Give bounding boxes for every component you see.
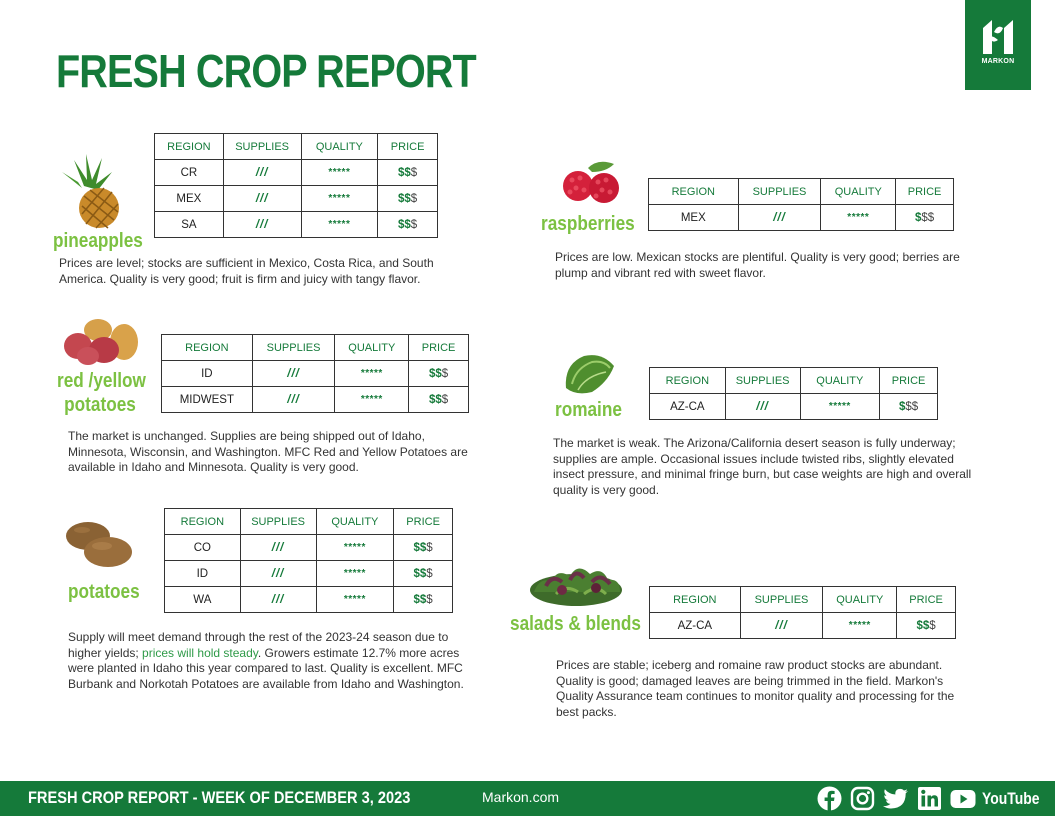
- leaf-m-icon: [981, 18, 1015, 56]
- table-row: [165, 587, 453, 613]
- region-cell: MEX: [649, 205, 739, 231]
- col-quality: QUALITY: [316, 509, 394, 535]
- potatoes-image: [62, 518, 136, 570]
- table-header-row: [162, 335, 469, 361]
- price-cell: $$$: [394, 587, 453, 613]
- col-supplies: SUPPLIES: [223, 134, 301, 160]
- table-header-row: [649, 179, 954, 205]
- table-header-row: [650, 587, 956, 613]
- supplies-cell: ///: [240, 561, 316, 587]
- social-icons: [817, 786, 1052, 811]
- salad-mix-image: [526, 556, 626, 610]
- table-header-row: [155, 134, 438, 160]
- col-region: REGION: [155, 134, 224, 160]
- table-row: [155, 212, 438, 238]
- supplies-cell: ///: [223, 186, 301, 212]
- footer-bar: [0, 781, 1055, 816]
- quality-cell: *****: [316, 587, 394, 613]
- col-supplies: SUPPLIES: [725, 368, 800, 394]
- quality-cell: *****: [316, 561, 394, 587]
- potatoes-description: Supply will meet demand through the rest of the 2023-24 season due to higher yields; prices will hold steady. Growers estimate 12.7% more acres were planted in Idaho this year compared to last. Quality is excellent. MFC Burbank and Norkotah Potatoes are available from Idaho and Washington.: [68, 630, 464, 691]
- red-yellow-potatoes-table: [161, 334, 469, 413]
- col-price: PRICE: [409, 335, 469, 361]
- potatoes-table: [164, 508, 453, 613]
- table-row: [650, 394, 938, 420]
- price-cell: $$$: [394, 561, 453, 587]
- red-yellow-potatoes-image: [62, 316, 142, 366]
- price-cell: $$$: [880, 394, 938, 420]
- col-price: PRICE: [880, 368, 938, 394]
- col-quality: QUALITY: [800, 368, 880, 394]
- price-cell: $$$: [409, 387, 469, 413]
- footer-title: FRESH CROP REPORT - WEEK OF DECEMBER 3, 2023: [28, 788, 411, 807]
- romaine-image: [562, 352, 618, 396]
- potatoes-label: potatoes: [68, 581, 140, 603]
- supplies-cell: ///: [240, 587, 316, 613]
- quality-cell: *****: [823, 613, 897, 639]
- region-cell: ID: [165, 561, 241, 587]
- supplies-cell: ///: [725, 394, 800, 420]
- pineapples-table: [154, 133, 438, 238]
- price-outlook-highlight: prices will hold steady: [142, 645, 258, 660]
- col-supplies: SUPPLIES: [240, 509, 316, 535]
- col-price: PRICE: [896, 179, 954, 205]
- instagram-icon[interactable]: [850, 786, 875, 811]
- supplies-cell: ///: [223, 160, 301, 186]
- quality-cell: *****: [800, 394, 880, 420]
- romaine-label: romaine: [555, 399, 622, 421]
- supplies-cell: ///: [240, 535, 316, 561]
- col-price: PRICE: [394, 509, 453, 535]
- markon-logo[interactable]: [965, 0, 1031, 90]
- quality-cell: *****: [316, 535, 394, 561]
- price-cell: $$$: [394, 535, 453, 561]
- price-cell: $$$: [897, 613, 956, 639]
- label-line-2: potatoes: [64, 394, 136, 416]
- logo-text: MARKON: [981, 58, 1015, 65]
- quality-cell: *****: [335, 387, 409, 413]
- footer-website-link[interactable]: Markon.com: [482, 789, 560, 805]
- col-supplies: SUPPLIES: [738, 179, 821, 205]
- table-row: [162, 361, 469, 387]
- table-row: [155, 160, 438, 186]
- region-cell: MIDWEST: [162, 387, 253, 413]
- red-yellow-potatoes-label: [57, 369, 146, 417]
- supplies-cell: ///: [252, 387, 335, 413]
- table-row: [162, 387, 469, 413]
- col-region: REGION: [650, 587, 741, 613]
- region-cell: WA: [165, 587, 241, 613]
- salads-blends-description: Prices are stable; iceberg and romaine raw product stocks are abundant. Quality is good; damaged leaves are being trimmed in the field. Markon's Quality Assurance team continues to monitor quality and processing for the best packs.: [556, 658, 955, 719]
- page-title: FRESH CROP REPORT: [56, 45, 476, 97]
- table-row: [155, 186, 438, 212]
- pineapples-label: pineapples: [53, 230, 143, 252]
- region-cell: AZ-CA: [650, 394, 726, 420]
- price-cell: $$$: [378, 212, 438, 238]
- youtube-label[interactable]: YouTube: [982, 788, 1040, 808]
- label-line-1: red /yellow: [57, 370, 146, 392]
- col-supplies: SUPPLIES: [252, 335, 335, 361]
- raspberries-description: Prices are low. Mexican stocks are plentiful. Quality is very good; berries are plump and vibrant red with sweet flavor.: [555, 250, 960, 280]
- quality-cell: *****: [301, 160, 378, 186]
- col-price: PRICE: [897, 587, 956, 613]
- facebook-icon[interactable]: [817, 786, 842, 811]
- col-region: REGION: [165, 509, 241, 535]
- raspberries-image: [558, 158, 630, 206]
- col-quality: QUALITY: [821, 179, 896, 205]
- pineapple-image: [54, 152, 128, 230]
- supplies-cell: ///: [223, 212, 301, 238]
- table-header-row: [650, 368, 938, 394]
- raspberries-table: [648, 178, 954, 231]
- table-header-row: [165, 509, 453, 535]
- price-cell: $$$: [378, 160, 438, 186]
- table-row: [649, 205, 954, 231]
- table-row: [650, 613, 956, 639]
- region-cell: CR: [155, 160, 224, 186]
- col-supplies: SUPPLIES: [740, 587, 823, 613]
- twitter-icon[interactable]: [883, 788, 909, 810]
- region-cell: SA: [155, 212, 224, 238]
- table-row: [165, 535, 453, 561]
- col-region: REGION: [162, 335, 253, 361]
- youtube-icon[interactable]: [950, 789, 976, 809]
- table-row: [165, 561, 453, 587]
- price-cell: $$$: [896, 205, 954, 231]
- region-cell: AZ-CA: [650, 613, 741, 639]
- col-region: REGION: [650, 368, 726, 394]
- linkedin-icon[interactable]: [917, 786, 942, 811]
- red-yellow-potatoes-description: The market is unchanged. Supplies are being shipped out of Idaho, Minnesota, Wisconsin, and Washington. MFC Red and Yellow Potatoes are available in Idaho and Minnesota. Quality is very good.: [68, 429, 468, 474]
- salads-blends-label: salads & blends: [510, 613, 641, 635]
- price-cell: $$$: [378, 186, 438, 212]
- col-quality: QUALITY: [301, 134, 378, 160]
- quality-cell: *****: [821, 205, 896, 231]
- quality-cell: *****: [301, 186, 378, 212]
- col-price: PRICE: [378, 134, 438, 160]
- romaine-table: [649, 367, 938, 420]
- pineapples-description: Prices are level; stocks are sufficient in Mexico, Costa Rica, and South America. Quality is very good; fruit is firm and juicy with tangy flavor.: [59, 256, 434, 286]
- region-cell: ID: [162, 361, 253, 387]
- supplies-cell: ///: [738, 205, 821, 231]
- romaine-description: The market is weak. The Arizona/California desert season is fully underway; supplies are ample. Occasional issues include twisted ribs, slightly elevated insect pressure, and minimal fringe burn, but case weights are high and overall quality is very good.: [553, 436, 972, 497]
- col-region: REGION: [649, 179, 739, 205]
- col-quality: QUALITY: [823, 587, 897, 613]
- col-quality: QUALITY: [335, 335, 409, 361]
- quality-cell: *****: [301, 212, 378, 238]
- supplies-cell: ///: [252, 361, 335, 387]
- raspberries-label: raspberries: [541, 213, 635, 235]
- region-cell: MEX: [155, 186, 224, 212]
- salads-blends-table: [649, 586, 956, 639]
- price-cell: $$$: [409, 361, 469, 387]
- region-cell: CO: [165, 535, 241, 561]
- supplies-cell: ///: [740, 613, 823, 639]
- quality-cell: *****: [335, 361, 409, 387]
